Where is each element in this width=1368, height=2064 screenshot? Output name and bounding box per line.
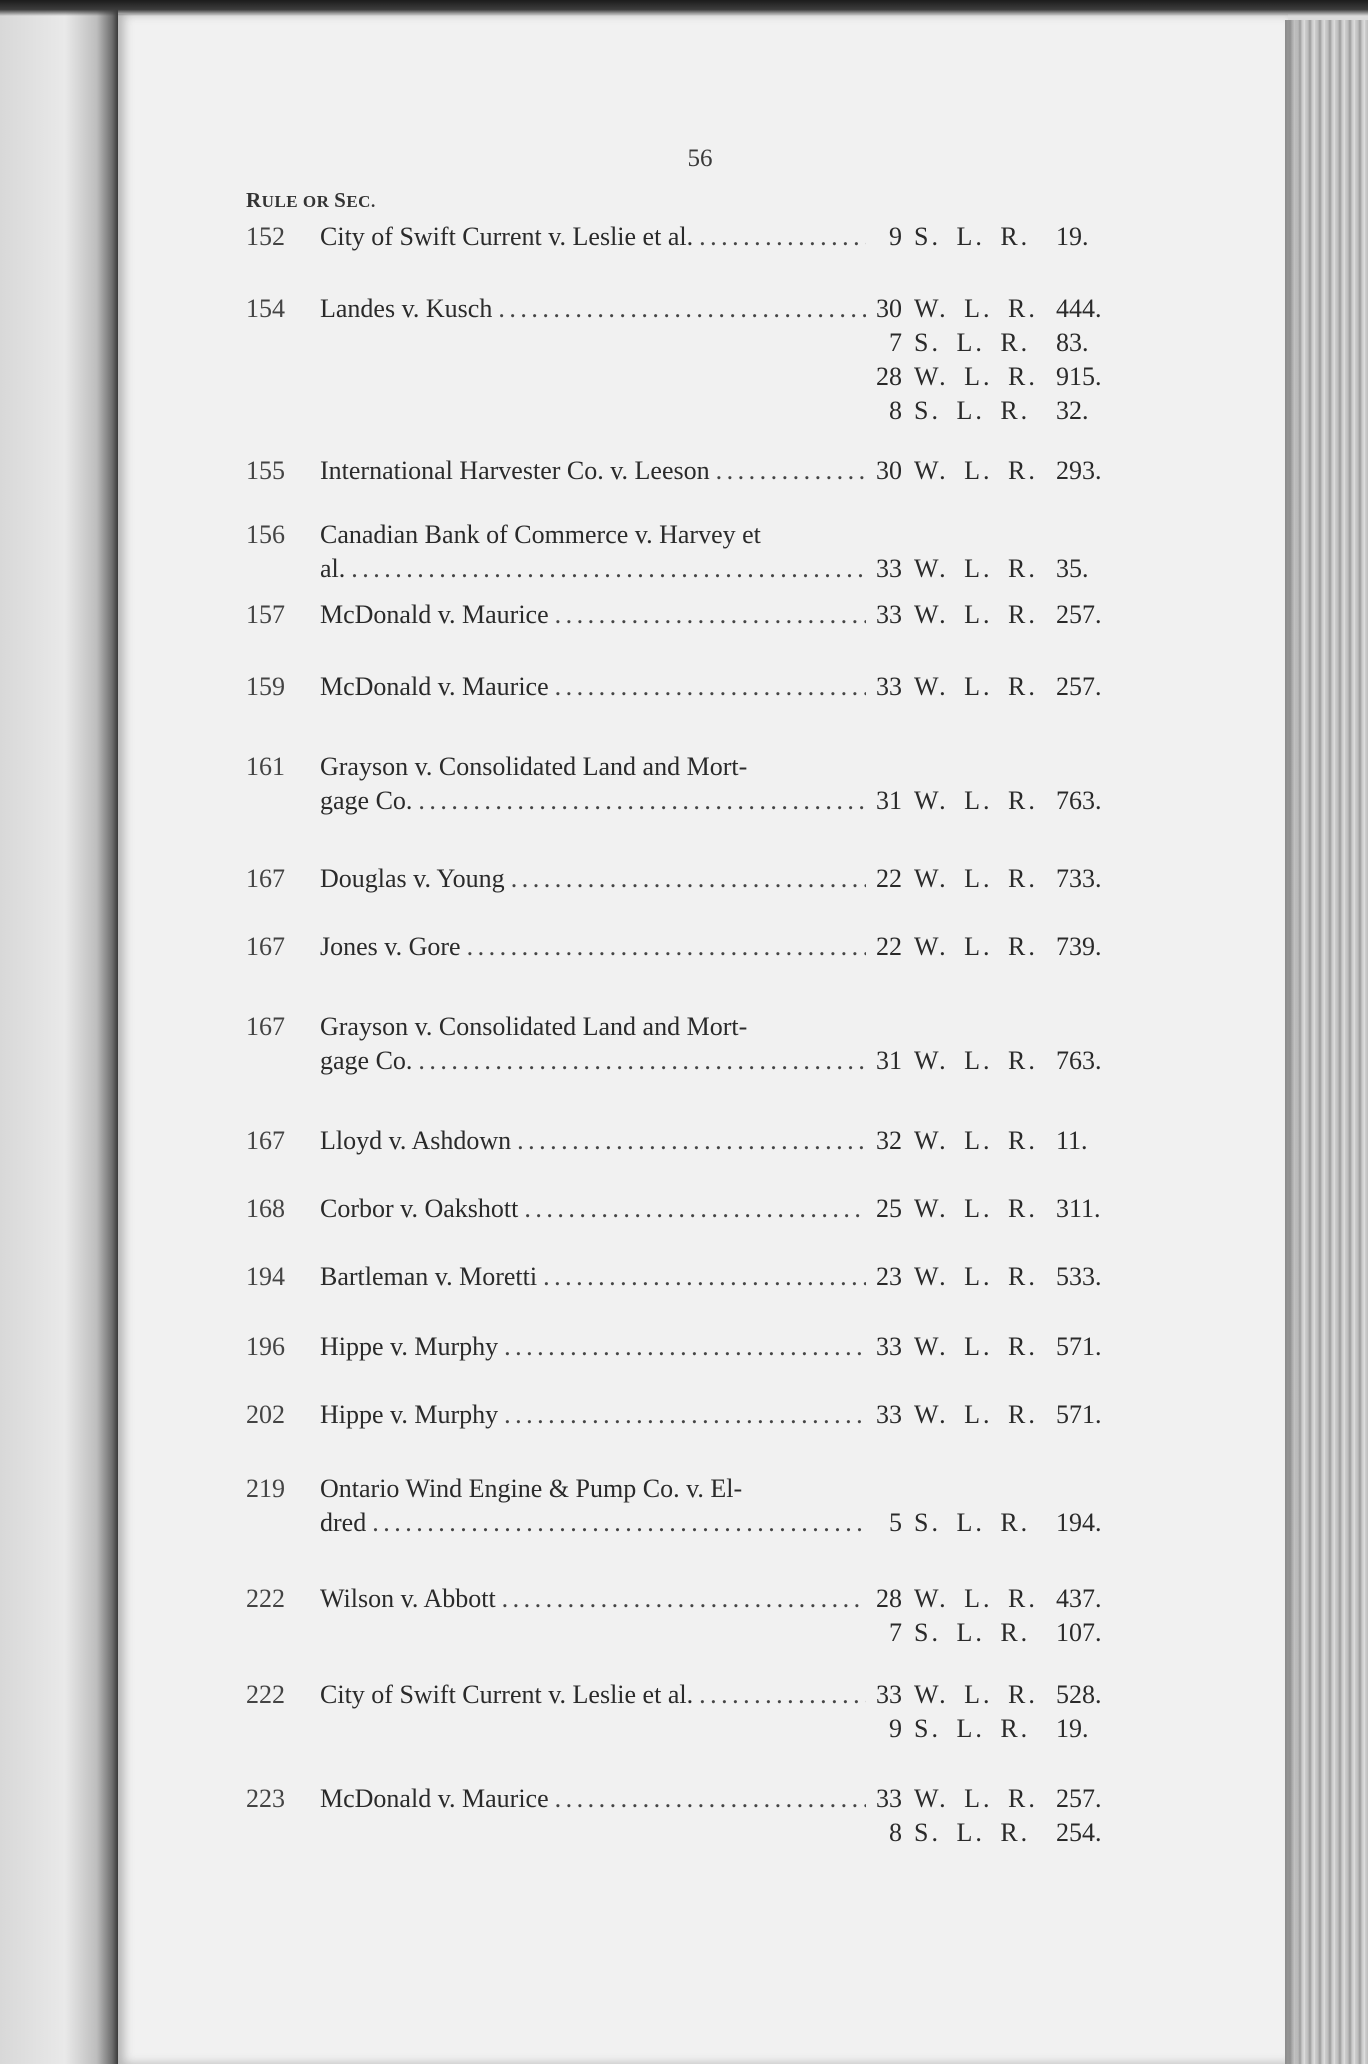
entry-text [320,454,1112,488]
case-name: al. [320,554,346,583]
column-header-initial-s: S [334,188,347,212]
rule-number: 155 [246,456,285,485]
dot-leader [496,1582,866,1616]
entry-text [320,292,1112,326]
citation-reporter: W. L. R. [914,786,1038,815]
table-row [246,220,1106,254]
citation-volume: 33 [876,554,902,583]
citation-reporter: S. L. R. [914,1508,1031,1537]
citation [866,1330,1112,1364]
citation-reporter: S. L. R. [914,396,1031,425]
citation-reporter: S. L. R. [914,222,1031,251]
citation-volume: 33 [876,600,902,629]
case-name: Corbor v. Oakshott [320,1194,519,1223]
citation-reporter: W. L. R. [914,932,1038,961]
additional-citation [866,394,1112,428]
case-name: gage Co. [320,786,413,815]
case-name: McDonald v. Maurice [320,672,549,701]
citation-volume: 9 [889,1714,902,1743]
entry-line [246,598,1106,632]
citation [866,394,1112,428]
citation-page: 19. [1056,222,1089,251]
case-name: Wilson v. Abbott [320,1584,496,1613]
citation [866,784,1112,818]
case-name: Grayson v. Consolidated Land and Mort- [320,752,748,781]
citation [866,1192,1112,1226]
citation [866,1782,1112,1816]
additional-citation [866,1616,1112,1650]
table-row [246,1260,1106,1294]
case-name: dred [320,1508,367,1537]
rule-number: 194 [246,1262,285,1291]
case-name: Hippe v. Murphy [320,1332,499,1361]
citation-page: 107. [1056,1618,1102,1647]
column-header-rest-2: EC. [346,192,376,211]
dot-leader [412,784,866,818]
entry-text [320,598,1112,632]
citation [866,326,1112,360]
case-name: Canadian Bank of Commerce v. Harvey et [320,520,761,549]
citation-page: 763. [1056,786,1102,815]
entry-line [246,1044,1106,1078]
entry-line [246,394,1106,428]
entry-text [320,930,1112,964]
table-row [246,518,1106,586]
dot-leader [345,552,866,586]
citation-volume: 7 [889,1618,902,1647]
additional-citation [866,360,1112,394]
citation-volume: 8 [889,1818,902,1847]
dot-leader [366,1506,866,1540]
rule-number: 161 [246,752,285,781]
entry-text [320,1044,1112,1078]
entry-line [246,1506,1106,1540]
citation [866,598,1112,632]
entry-line [246,750,1106,784]
citation-reporter: W. L. R. [914,1680,1038,1709]
entry-text [320,1330,1112,1364]
rule-number: 219 [246,1474,285,1503]
rule-number: 156 [246,520,285,549]
entry-line [246,1782,1106,1816]
dot-leader [549,598,866,632]
citation-reporter: W. L. R. [914,1400,1038,1429]
table-row [246,1582,1106,1650]
rule-number: 222 [246,1584,285,1613]
case-name: Lloyd v. Ashdown [320,1126,512,1155]
entry-text [320,1260,1112,1294]
citation-reporter: W. L. R. [914,864,1038,893]
entry-text [320,1678,1112,1712]
citation-page: 739. [1056,932,1102,961]
entry-text [320,1398,1112,1432]
citation-volume: 30 [876,294,902,323]
citation-volume: 22 [876,932,902,961]
citation-page: 528. [1056,1680,1102,1709]
table-row [246,1472,1106,1540]
citation-page: 19. [1056,1714,1089,1743]
citation-reporter: W. L. R. [914,456,1038,485]
entry-line [246,360,1106,394]
column-header-initial-r: R [246,188,262,212]
case-name: International Harvester Co. v. Leeson [320,456,710,485]
dot-leader [518,1192,866,1226]
page-number: 56 [687,145,713,172]
entry-line [246,1260,1106,1294]
citation-page: 257. [1056,1784,1102,1813]
additional-citation [866,326,1112,360]
citation [866,1816,1112,1850]
entry-line [246,1192,1106,1226]
rule-number: 157 [246,600,285,629]
entry-line [246,1678,1106,1712]
entry-line [246,1330,1106,1364]
entry-text [320,1506,1112,1540]
table-row [246,1010,1106,1078]
rule-number: 167 [246,1126,285,1155]
citation-reporter: S. L. R. [914,1714,1031,1743]
case-name: McDonald v. Maurice [320,600,549,629]
citation-reporter: S. L. R. [914,328,1031,357]
table-row [246,1330,1106,1364]
citation-page: 32. [1056,396,1089,425]
citation-page: 311. [1056,1194,1101,1223]
entry-text [320,670,1112,704]
entry-text [320,1582,1112,1616]
citation-volume: 23 [876,1262,902,1291]
table-row [246,1678,1106,1746]
rule-number: 196 [246,1332,285,1361]
citation-reporter: W. L. R. [914,1046,1038,1075]
citation-volume: 25 [876,1194,902,1223]
rule-number: 223 [246,1784,285,1813]
citation-reporter: W. L. R. [914,294,1038,323]
dot-leader [710,454,866,488]
citation-volume: 7 [889,328,902,357]
entry-line [246,292,1106,326]
citation-volume: 33 [876,1332,902,1361]
table-row [246,454,1106,488]
citation-volume: 28 [876,1584,902,1613]
case-name: City of Swift Current v. Leslie et al. [320,222,694,251]
citation [866,220,1112,254]
entry-text [320,1192,1112,1226]
rule-number: 154 [246,294,285,323]
citation-page: 571. [1056,1400,1102,1429]
citation-volume: 9 [889,222,902,251]
citation-reporter: W. L. R. [914,1584,1038,1613]
citation-page: 257. [1056,600,1102,629]
citation-page: 194. [1056,1508,1102,1537]
entry-line [246,1816,1106,1850]
citation [866,360,1112,394]
case-name: Jones v. Gore [320,932,461,961]
citation-page: 83. [1056,328,1089,357]
dot-leader [549,670,866,704]
citation-volume: 22 [876,864,902,893]
case-name: Grayson v. Consolidated Land and Mort- [320,1012,748,1041]
citation-volume: 32 [876,1126,902,1155]
entry-line [246,930,1106,964]
citation [866,1616,1112,1650]
citation-page: 444. [1056,294,1102,323]
citation-page: 11. [1056,1126,1088,1155]
entry-line [246,552,1106,586]
additional-citation [866,1712,1112,1746]
dot-leader [461,930,866,964]
citation [866,552,1112,586]
left-page-edge [0,0,118,2064]
dot-leader [693,1678,866,1712]
rule-number: 159 [246,672,285,701]
citation-page: 254. [1056,1818,1102,1847]
citation [866,454,1112,488]
entry-line [246,326,1106,360]
citation [866,1044,1112,1078]
citation [866,1260,1112,1294]
citation-reporter: W. L. R. [914,1126,1038,1155]
dot-leader [498,1330,866,1364]
entry-line [246,1712,1106,1746]
table-row [246,930,1106,964]
citation [866,930,1112,964]
additional-citation [866,1816,1112,1850]
dot-leader [693,220,866,254]
citation-page: 533. [1056,1262,1102,1291]
case-name: McDonald v. Maurice [320,1784,549,1813]
entry-line [246,1010,1106,1044]
entry-line [246,1616,1106,1650]
citation-reporter: W. L. R. [914,600,1038,629]
citation-volume: 33 [876,1400,902,1429]
entry-text [320,220,1112,254]
entry-line [246,784,1106,818]
entry-line [246,454,1106,488]
dot-leader [412,1044,866,1078]
case-name: gage Co. [320,1046,413,1075]
citation-volume: 31 [876,786,902,815]
case-name: Landes v. Kusch [320,294,493,323]
citation-page: 763. [1056,1046,1102,1075]
entry-line [246,862,1106,896]
entry-text [320,1782,1112,1816]
table-row [246,1398,1106,1432]
citation-page: 437. [1056,1584,1102,1613]
table-row [246,1124,1106,1158]
citation-reporter: W. L. R. [914,1194,1038,1223]
table-row [246,750,1106,818]
citation-page: 35. [1056,554,1089,583]
entry-line [246,670,1106,704]
entry-text [320,552,1112,586]
rule-number: 202 [246,1400,285,1429]
table-row [246,862,1106,896]
citation-volume: 5 [889,1508,902,1537]
citation [866,292,1112,326]
citation-page: 915. [1056,362,1102,391]
case-name: City of Swift Current v. Leslie et al. [320,1680,694,1709]
citation-volume: 8 [889,396,902,425]
table-row [246,670,1106,704]
citation-reporter: W. L. R. [914,554,1038,583]
dot-leader [511,1124,866,1158]
citation-reporter: W. L. R. [914,1332,1038,1361]
entry-line [246,220,1106,254]
rule-number: 167 [246,932,285,961]
citation [866,1582,1112,1616]
case-name: Hippe v. Murphy [320,1400,499,1429]
column-header [246,188,376,213]
top-shadow [0,0,1368,16]
citation [866,1678,1112,1712]
dot-leader [492,292,866,326]
case-name: Douglas v. Young [320,864,505,893]
rule-number: 168 [246,1194,285,1223]
entry-line [246,1582,1106,1616]
citation [866,670,1112,704]
entry-line [246,1124,1106,1158]
citation-volume: 31 [876,1046,902,1075]
case-name: Ontario Wind Engine & Pump Co. v. El- [320,1474,743,1503]
citation-reporter: W. L. R. [914,1784,1038,1813]
dot-leader [537,1260,866,1294]
rule-number: 222 [246,1680,285,1709]
rule-number: 152 [246,222,285,251]
table-row [246,1192,1106,1226]
citation-page: 293. [1056,456,1102,485]
entry-line [246,518,1106,552]
citation-page: 257. [1056,672,1102,701]
citation-reporter: S. L. R. [914,1818,1031,1847]
entry-line [246,1472,1106,1506]
citation-reporter: W. L. R. [914,362,1038,391]
citation [866,1712,1112,1746]
case-name: Bartleman v. Moretti [320,1262,538,1291]
citation-volume: 30 [876,456,902,485]
citation-page: 733. [1056,864,1102,893]
rule-number: 167 [246,1012,285,1041]
rule-number: 167 [246,864,285,893]
dot-leader [549,1782,866,1816]
dot-leader [498,1398,866,1432]
table-row [246,598,1106,632]
citation [866,1398,1112,1432]
column-header-rest-1: ULE OR [261,192,335,211]
citation [866,1124,1112,1158]
page-edges-right [1285,20,1368,2064]
entry-line [246,1398,1106,1432]
dot-leader [505,862,866,896]
citation-page: 571. [1056,1332,1102,1361]
citation-volume: 33 [876,1784,902,1813]
citation-volume: 33 [876,672,902,701]
table-row [246,292,1106,428]
citation-reporter: S. L. R. [914,1618,1031,1647]
entry-text [320,784,1112,818]
entry-text [320,862,1112,896]
citation [866,1506,1112,1540]
citation [866,862,1112,896]
citation-reporter: W. L. R. [914,672,1038,701]
table-row [246,1782,1106,1850]
citation-volume: 28 [876,362,902,391]
entry-text [320,1124,1112,1158]
citation-reporter: W. L. R. [914,1262,1038,1291]
citation-volume: 33 [876,1680,902,1709]
